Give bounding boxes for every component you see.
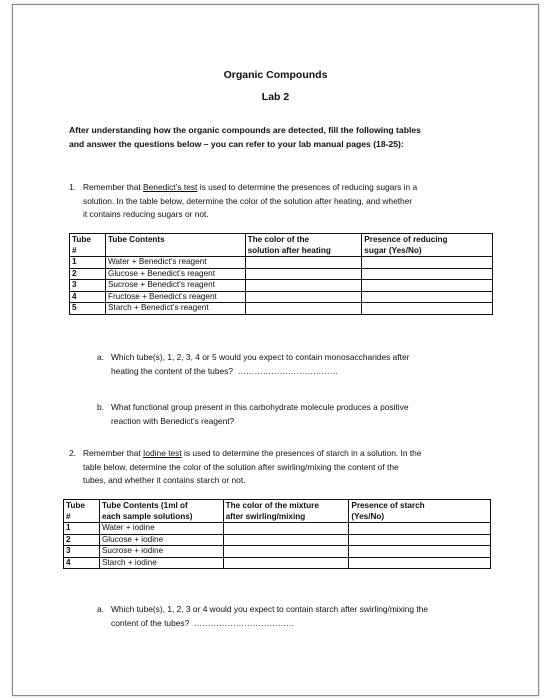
tube-contents: Sucrose + Benedict’s reagent	[105, 280, 245, 292]
tube-number: 3	[64, 546, 100, 558]
table-row	[64, 546, 491, 558]
document-page	[12, 4, 539, 696]
tube-contents: Fructose + Benedict’s reagent	[105, 291, 245, 303]
header-color: The color of the mixture after swirling/mixing	[223, 500, 349, 523]
color-cell[interactable]	[245, 257, 362, 269]
tube-contents: Water + Benedict’s reagent	[105, 257, 245, 269]
q2a-label: a.	[97, 604, 104, 614]
benedicts-table	[69, 233, 493, 315]
iodine-test-term: Iodine test	[143, 448, 182, 458]
color-cell[interactable]	[223, 557, 349, 569]
q1-text: Remember that Benedict’s test is used to determine the presences of reducing sugars in a solution. In the table below, determine the color of the solution after heating, and whether it contains reducing sugars or not.	[83, 182, 418, 219]
color-cell[interactable]	[223, 523, 349, 535]
tube-number: 1	[64, 523, 100, 535]
q2a-text: Which tube(s), 1, 2, 3 or 4 would you expect to contain starch after swirling/mixing the content of the tubes? ………………………………	[111, 604, 429, 628]
presence-cell[interactable]	[362, 291, 493, 303]
header-tube: Tube #	[64, 500, 100, 523]
q1b-label: b.	[97, 402, 104, 412]
header-presence: Presence of starch (Yes/No)	[349, 500, 491, 523]
header-contents: Tube Contents	[105, 234, 245, 257]
table-row	[64, 557, 491, 569]
page-subtitle: Lab 2	[261, 91, 290, 103]
presence-cell[interactable]	[349, 546, 491, 558]
table-row	[70, 257, 493, 269]
answer-blank[interactable]: ………………………………	[193, 617, 295, 628]
table-row	[70, 268, 493, 280]
color-cell[interactable]	[245, 291, 362, 303]
table-row	[70, 280, 493, 292]
tube-number: 1	[70, 257, 106, 269]
tube-number: 2	[64, 534, 100, 546]
presence-cell[interactable]	[362, 257, 493, 269]
color-cell[interactable]	[245, 280, 362, 292]
iodine-table	[63, 499, 491, 569]
header-presence: Presence of reducing sugar (Yes/No)	[362, 234, 493, 257]
header-tube: Tube #	[70, 234, 106, 257]
tube-contents: Sucrose + iodine	[99, 546, 223, 558]
table-header-row	[64, 500, 491, 523]
benedicts-test-term: Benedict’s test	[143, 182, 198, 192]
color-cell[interactable]	[223, 534, 349, 546]
q1a-label: a.	[97, 352, 104, 362]
tube-contents: Starch + Benedict’s reagent	[105, 303, 245, 315]
presence-cell[interactable]	[362, 268, 493, 280]
tube-contents: Starch + iodine	[99, 557, 223, 569]
color-cell[interactable]	[245, 303, 362, 315]
q2-number: 2.	[69, 448, 76, 458]
q2-text: Remember that Iodine test is used to determine the presences of starch in a solution. In the table below, determine the color of the solution after swirling/mixing the content of the tubes, and whether it contains starch or not.	[83, 448, 422, 485]
header-color: The color of the solution after heating	[245, 234, 362, 257]
presence-cell[interactable]	[349, 523, 491, 535]
tube-number: 5	[70, 303, 106, 315]
presence-cell[interactable]	[349, 557, 491, 569]
presence-cell[interactable]	[349, 534, 491, 546]
presence-cell[interactable]	[362, 303, 493, 315]
tube-number: 4	[70, 291, 106, 303]
table-header-row	[70, 234, 493, 257]
tube-contents: Glucose + iodine	[99, 534, 223, 546]
color-cell[interactable]	[223, 546, 349, 558]
table-row	[70, 291, 493, 303]
tube-number: 3	[70, 280, 106, 292]
tube-contents: Water + iodine	[99, 523, 223, 535]
tube-number: 4	[64, 557, 100, 569]
tube-number: 2	[70, 268, 106, 280]
header-contents: Tube Contents (1ml of each sample solutions)	[99, 500, 223, 523]
color-cell[interactable]	[245, 268, 362, 280]
q1-number: 1.	[69, 182, 76, 192]
intro-paragraph: After understanding how the organic compounds are detected, fill the following tables and answer the questions below – you can refer to your lab manual pages (18-25):	[69, 125, 421, 149]
tube-contents: Glucose + Benedict’s reagent	[105, 268, 245, 280]
table-row	[64, 523, 491, 535]
answer-blank[interactable]: ………………………………	[237, 365, 339, 376]
q1a-text: Which tube(s), 1, 2, 3, 4 or 5 would you expect to contain monosaccharides after heating the content of the tubes? ………………………………	[111, 352, 410, 376]
table-row	[64, 534, 491, 546]
presence-cell[interactable]	[362, 280, 493, 292]
table-row	[70, 303, 493, 315]
page-title: Organic Compounds	[223, 69, 328, 81]
q1b-text: What functional group present in this carbohydrate molecule produces a positive reaction with Benedict’s reagent?	[111, 402, 409, 426]
